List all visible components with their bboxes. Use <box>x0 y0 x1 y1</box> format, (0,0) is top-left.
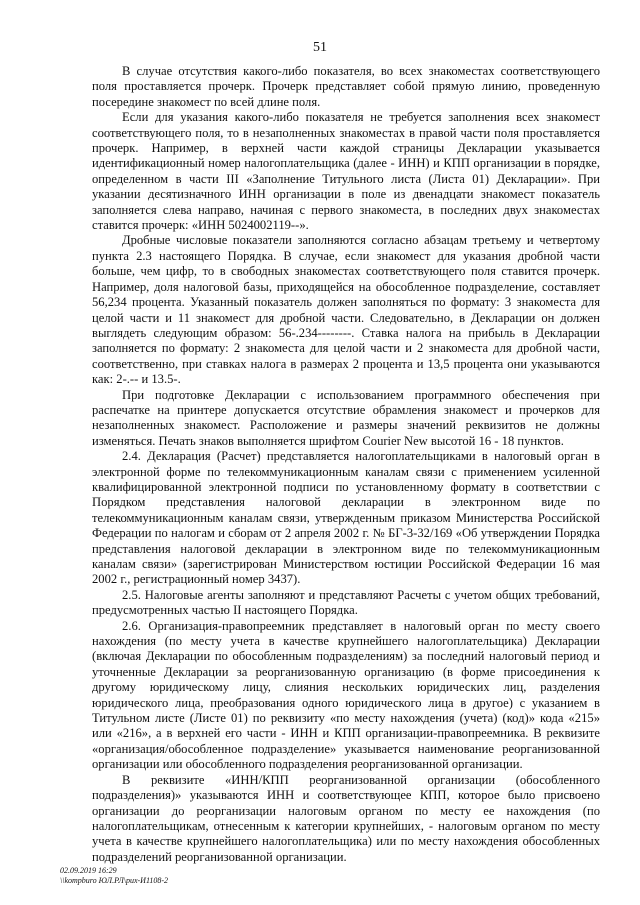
footer-date: 02.09.2019 16:29 <box>60 866 117 875</box>
paragraph: В реквизите «ИНН/КПП реорганизованной организации (обособленного подразделения)» указываются ИНН и соответствующее КПП, которое было присвоено организации до реорганизации налоговым органом по месту ее нахождения (по налогоплательщикам, отнесенным к категории крупнейших, - налоговым органом по месту учета в качестве крупнейшего налогоплательщика) или по месту нахождения обособленных подразделений реорганизованной организации. <box>92 772 600 864</box>
paragraph: 2.5. Налоговые агенты заполняют и представляют Расчеты с учетом общих требований, предусмотренных частью II настоящего Порядка. <box>92 587 600 618</box>
footer-path: \\kompburo ЮЛ.РЛ\рих-И1108-2 <box>60 876 169 885</box>
paragraph: Дробные числовые показатели заполняются согласно абзацам третьему и четвертому пункта 2.3 настоящего Порядка. В случае, если знакомест для указания дробной части больше, чем цифр, то в свободных знакоместах соответствующего поля ставится прочерк. Например, доля налоговой базы, приходящейся на обособленное подразделение, составляет 56,234 процента. Указанный показатель должен заполняться по формату: 3 знакоместа для целой части и 11 знакомест для дробной части. Следовательно, в Декларации он должен выглядеть следующим образом: 56-.234--------. Ставка налога на прибыль в Декларации заполняется по формату: 2 знакоместа для целой части и 2 знакоместа для дробной части, соответственно, при ставках налога в размерах 2 процента и 13,5 процента они указываются как: 2-.-- и 13.5-. <box>92 233 600 387</box>
paragraph: При подготовке Декларации с использованием программного обеспечения при распечатке на принтере допускается отсутствие обрамления знакомест и прочерков для незаполненных знакомест. Расположение и размеры значений реквизитов не должны изменяться. Печать знаков выполняется шрифтом Courier New высотой 16 - 18 пунктов. <box>92 387 600 448</box>
page-number: 51 <box>313 40 327 55</box>
footer <box>60 866 168 886</box>
body-text <box>92 64 600 865</box>
paragraph: В случае отсутствия какого-либо показателя, во всех знакоместах соответствующего поля проставляется прочерк. Прочерк представляет собой прямую линию, проведенную посередине знакомест по всей длине поля. <box>92 64 600 109</box>
paragraph: 2.4. Декларация (Расчет) представляется налогоплательщиками в налоговый орган в электронной форме по телекоммуникационным каналам связи с применением усиленной квалифицированной электронной подписи по установленному формату в соответствии с Порядком представления налоговой декларации в электронном виде по телекоммуникационным каналам связи, утвержденным приказом Министерства Российской Федерации по налогам и сборам от 2 апреля 2002 г. № БГ-3-32/169 «Об утверждении Порядка представления налоговой декларации в электронном виде по телекоммуникационным каналам связи» (зарегистрирован Министерством юстиции Российской Федерации 16 мая 2002 г., регистрационный номер 3437). <box>92 449 600 587</box>
paragraph: 2.6. Организация-правопреемник представляет в налоговый орган по месту своего нахождения (по месту учета в качестве крупнейшего налогоплательщика) Декларации (включая Декларации по обособленным подразделениям) за последний налоговый период и уточненные Декларации за реорганизованную организацию (в форме присоединения к другому юридическому лицу, слияния нескольких юридических лиц, разделения юридического лица, преобразования одного юридического лица в другое) с указанием в Титульном листе (Листе 01) по реквизиту «по месту нахождения (учета) (код)» кода «215» или «216», а в верхней его части - ИНН и КПП организации-правопреемника. В реквизите «организация/обособленное подразделение» указывается наименование реорганизованной организации или обособленного подразделения реорганизованной организации. <box>92 618 600 772</box>
paragraph: Если для указания какого-либо показателя не требуется заполнения всех знакомест соответствующего поля, то в незаполненных знакоместах в правой части поля проставляется прочерк. Например, в верхней части каждой страницы Декларации указывается идентификационный номер налогоплательщика (далее - ИНН) и КПП организации в порядке, определенном в части III «Заполнение Титульного листа (Листа 01) Декларации». При указании десятизначного ИНН организации в поле из двенадцати знакомест показатель заполняется слева направо, начиная с первого знакоместа, в последних двух знакоместах ставится прочерк: «ИНН 5024002119--». <box>92 110 600 233</box>
